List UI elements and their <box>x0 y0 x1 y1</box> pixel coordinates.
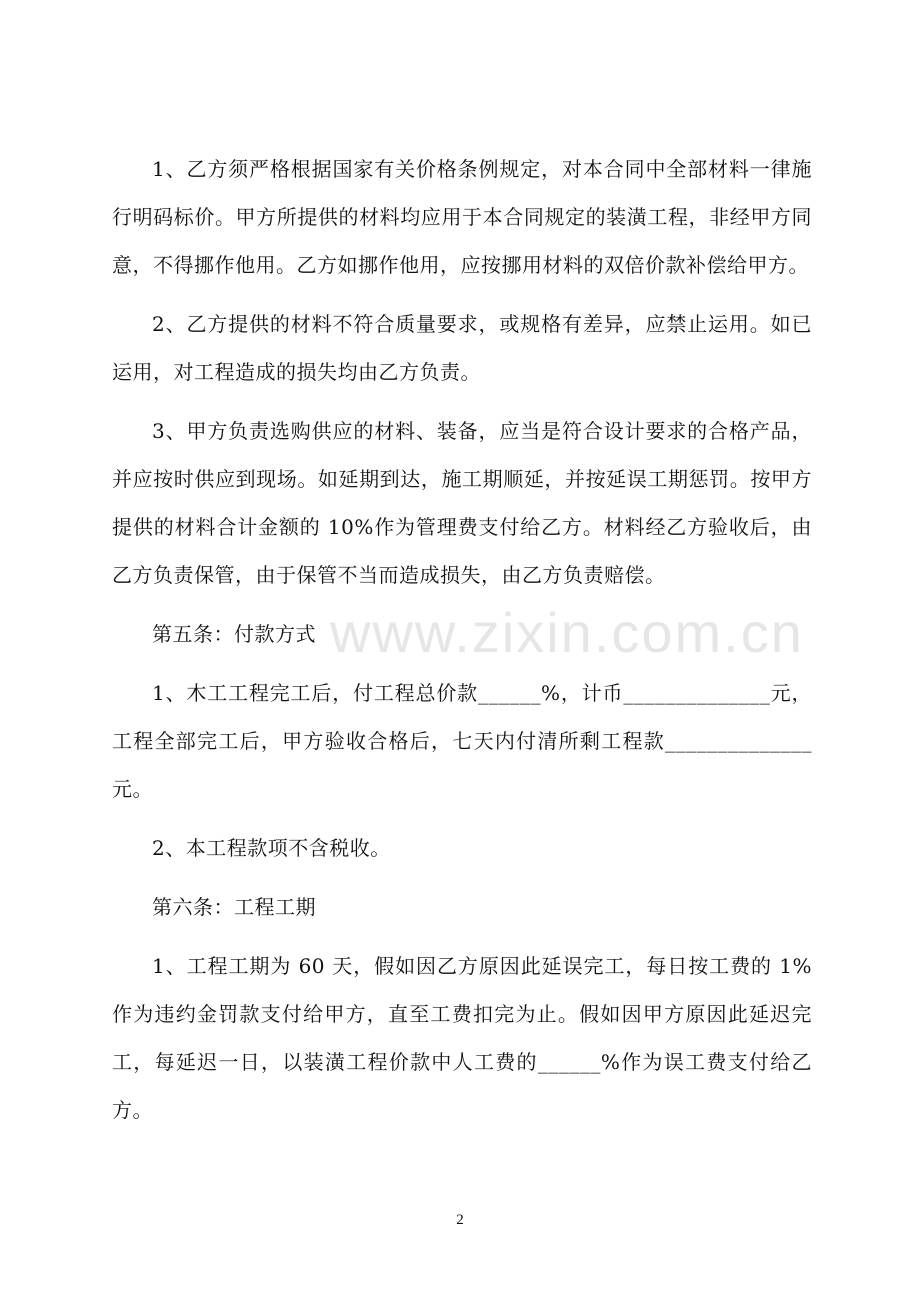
article-5-heading: 第五条：付款方式 <box>152 622 316 646</box>
page-number: 2 <box>456 1212 464 1228</box>
clause-payment-tax: 2、本工程款项不含税收。 <box>152 836 391 860</box>
clause-materials-pricing: 1、乙方须严格根据国家有关价格条例规定，对本合同中全部材料一律施行明码标价。甲方所提供的材料均应用于本合同规定的装潢工程，非经甲方同意，不得挪作他用。乙方如挪作他用，应按挪用材料的双倍价款补偿给甲方。 <box>112 157 812 277</box>
article-6-heading: 第六条：工程工期 <box>152 895 316 919</box>
document-body <box>112 145 812 1134</box>
clause-materials-quality: 2、乙方提供的材料不符合质量要求，或规格有差异，应禁止运用。如已运用，对工程造成的损失均由乙方负责。 <box>112 312 812 384</box>
clause-payment-schedule: 1、木工工程完工后，付工程总价款______%，计币______________元，工程全部完工后，甲方验收合格后，七天内付清所剩工程款______________元。 <box>112 681 812 801</box>
clause-materials-supply: 3、甲方负责选购供应的材料、装备，应当是符合设计要求的合格产品，并应按时供应到现场。如延期到达，施工期顺延，并按延误工期惩罚。按甲方提供的材料合计金额的 10%作为管理费支付给乙方。材料经乙方验收后，由乙方负责保管，由于保管不当而造成损失，由乙方负责赔偿。 <box>112 419 812 587</box>
clause-schedule-delay: 1、工程工期为 60 天，假如因乙方原因此延误完工，每日按工费的 1%作为违约金罚款支付给甲方，直至工费扣完为止。假如因甲方原因此延迟完工，每延迟一日，以装潢工程价款中人工费的______%作为误工费支付给乙方。 <box>112 954 812 1122</box>
watermark: www.zixin.com.cn <box>330 601 804 664</box>
